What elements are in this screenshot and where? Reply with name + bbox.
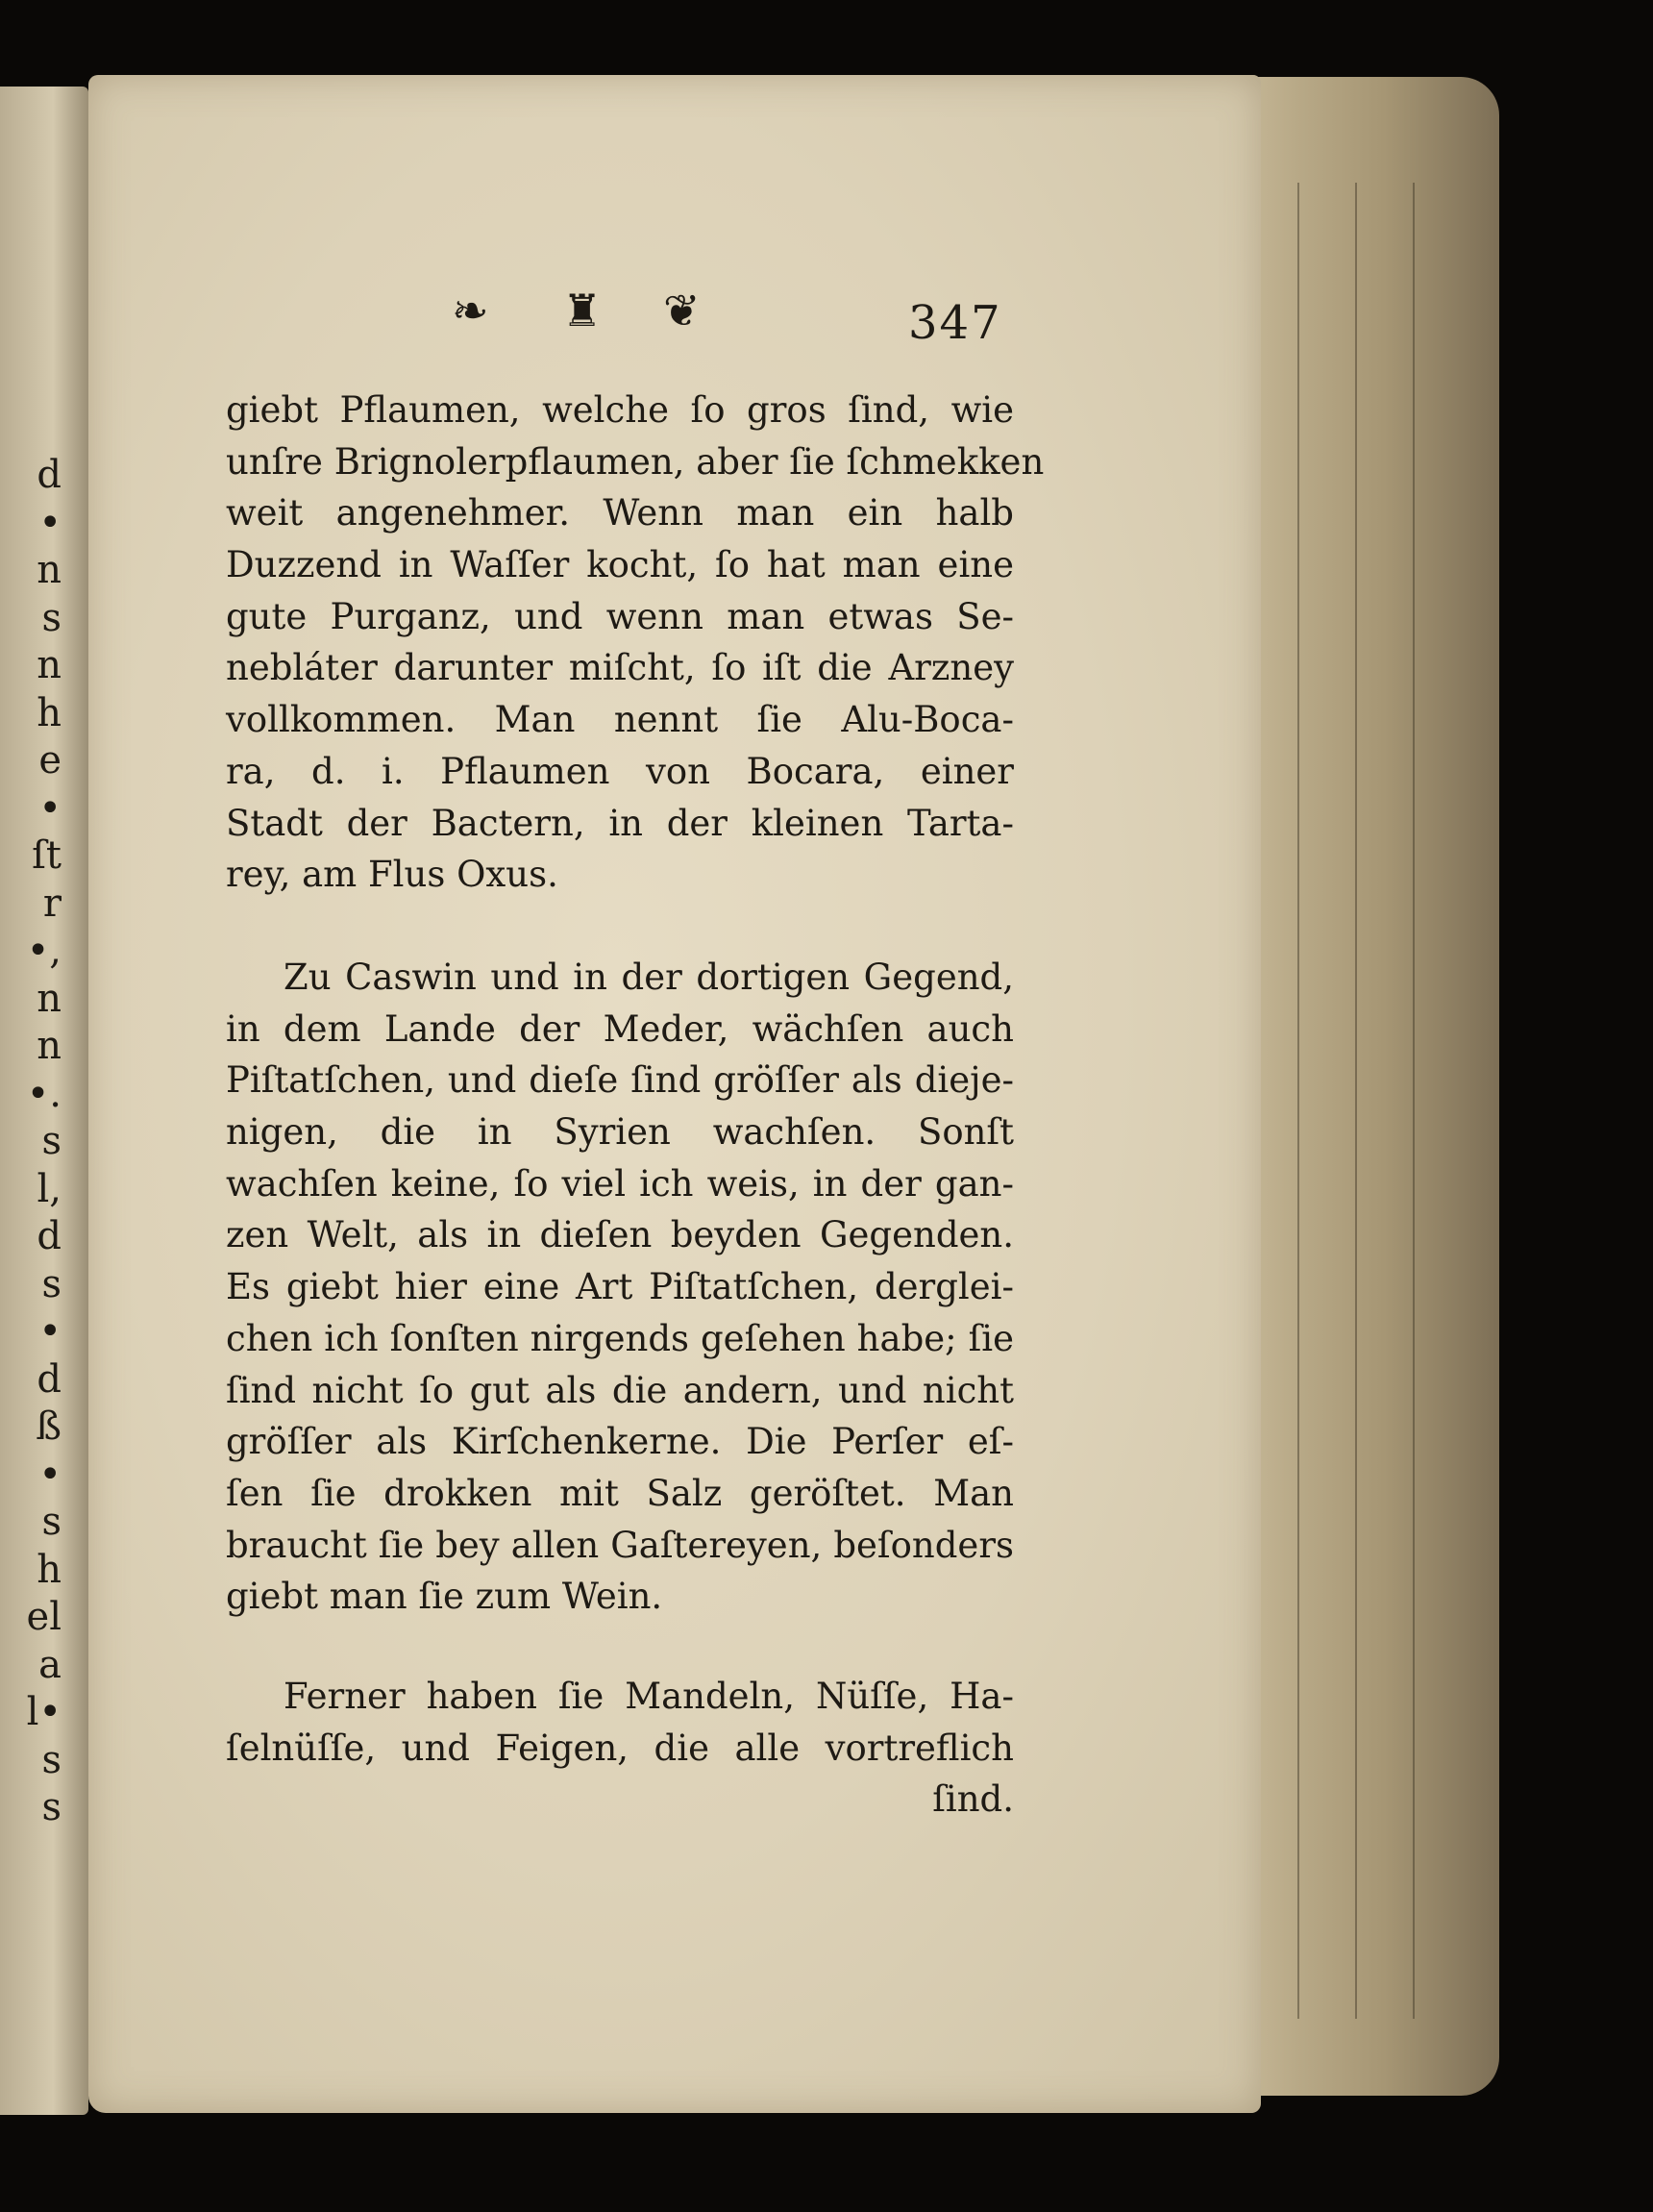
text-line: braucht ſie bey allen Gaſtereyen, beſonders xyxy=(226,1524,1014,1566)
text-line: ſen ſie drokken mit Salz geröſtet. Man xyxy=(226,1472,1014,1514)
margin-fragment: s xyxy=(41,1500,62,1544)
text-line: Es giebt hier eine Art Piſtatſchen, derglei- xyxy=(226,1266,1014,1308)
margin-fragment: s xyxy=(41,1737,62,1782)
margin-fragment: • xyxy=(38,1452,62,1497)
margin-fragment: n xyxy=(37,1024,62,1068)
right-ornament-icon: ❦ xyxy=(663,285,701,336)
margin-fragment: ß xyxy=(36,1404,62,1449)
margin-fragment: s xyxy=(41,1119,62,1163)
text-line: weit angenehmer. Wenn man ein halb xyxy=(226,492,1014,534)
text-line: nigen, die in Syrien wachſen. Sonſt xyxy=(226,1111,1014,1154)
margin-fragment: d xyxy=(37,1356,62,1402)
margin-fragment: •, xyxy=(26,929,62,973)
text-line: chen ich ſonſten nirgends geſehen habe; ſie xyxy=(226,1317,1014,1359)
text-line: Ferner haben ſie Mandeln, Nüſſe, Ha- xyxy=(284,1676,1014,1717)
margin-fragment: n xyxy=(37,548,62,592)
left-ornament-icon: ❧ xyxy=(452,285,489,336)
paragraph-1 xyxy=(226,385,1045,901)
text-line: ſelnüſſe, und Feigen, die alle vortreflich xyxy=(226,1727,1014,1769)
text-line: unſre Brignolerpflaumen, aber ſie ſchmekken xyxy=(226,440,1045,483)
previous-page-margin-text xyxy=(4,452,62,1832)
margin-fragment: • xyxy=(38,1309,62,1354)
margin-fragment: h xyxy=(37,1547,62,1592)
text-line: Zu Caswin und in der dortigen Gegend, xyxy=(284,957,1014,998)
text-line: vollkommen. Man nennt ſie Alu-Boca- xyxy=(226,699,1014,741)
text-line: in dem Lande der Meder, wächſen auch xyxy=(226,1007,1014,1050)
margin-fragment: •. xyxy=(26,1071,62,1116)
margin-fragment: l, xyxy=(37,1166,62,1211)
text-line: nebláter darunter miſcht, ſo iſt die Arzney xyxy=(226,647,1014,689)
text-line: Stadt der Bactern, in der kleinen Tarta- xyxy=(226,802,1014,844)
margin-fragment: n xyxy=(37,976,62,1021)
margin-fragment: • xyxy=(38,785,62,831)
text-line: ſind nicht ſo gut als die andern, und nicht xyxy=(226,1369,1014,1411)
margin-fragment: e xyxy=(38,738,62,783)
margin-fragment: ſt xyxy=(32,833,62,878)
previous-page-edge xyxy=(0,87,88,2115)
text-line: Duzzend in Waſſer kocht, ſo hat man eine xyxy=(226,544,1014,586)
margin-fragment: s xyxy=(41,595,62,640)
text-line: rey, am Flus Oxus. xyxy=(226,854,558,896)
margin-fragment: l• xyxy=(26,1690,62,1734)
margin-fragment: a xyxy=(38,1642,62,1687)
margin-fragment: el xyxy=(26,1595,62,1639)
margin-fragment: d xyxy=(37,1214,62,1258)
text-line: Piſtatſchen, und dieſe ſind gröſſer als dieje- xyxy=(226,1059,1014,1102)
text-line: ra, d. i. Pflaumen von Bocara, einer xyxy=(226,750,1014,792)
paragraph-2 xyxy=(226,952,1014,1623)
margin-fragment: r xyxy=(42,881,62,926)
text-line: wachſen keine, ſo viel ich weis, in der gan- xyxy=(226,1162,1014,1205)
margin-fragment: h xyxy=(37,690,62,735)
margin-fragment: n xyxy=(37,643,62,687)
text-line: giebt man ſie zum Wein. xyxy=(226,1576,663,1618)
text-line: giebt Pflaumen, welche ſo gros ſind, wie xyxy=(226,389,1014,431)
margin-fragment: d xyxy=(37,453,62,497)
margin-fragment: s xyxy=(41,1785,62,1829)
margin-fragment: s xyxy=(41,1261,62,1306)
text-line: gröſſer als Kirſchenkerne. Die Perſer eſ- xyxy=(226,1421,1014,1463)
text-line: gute Purganz, und wenn man etwas Se- xyxy=(226,595,1014,637)
text-line: ſind. xyxy=(932,1778,1014,1821)
paragraph-3 xyxy=(226,1671,1014,1826)
margin-fragment: • xyxy=(38,500,62,545)
text-line: zen Welt, als in dieſen beyden Gegenden. xyxy=(226,1214,1014,1256)
page-number: 347 xyxy=(908,296,1002,350)
center-ornament-icon: ♜ xyxy=(562,285,603,336)
